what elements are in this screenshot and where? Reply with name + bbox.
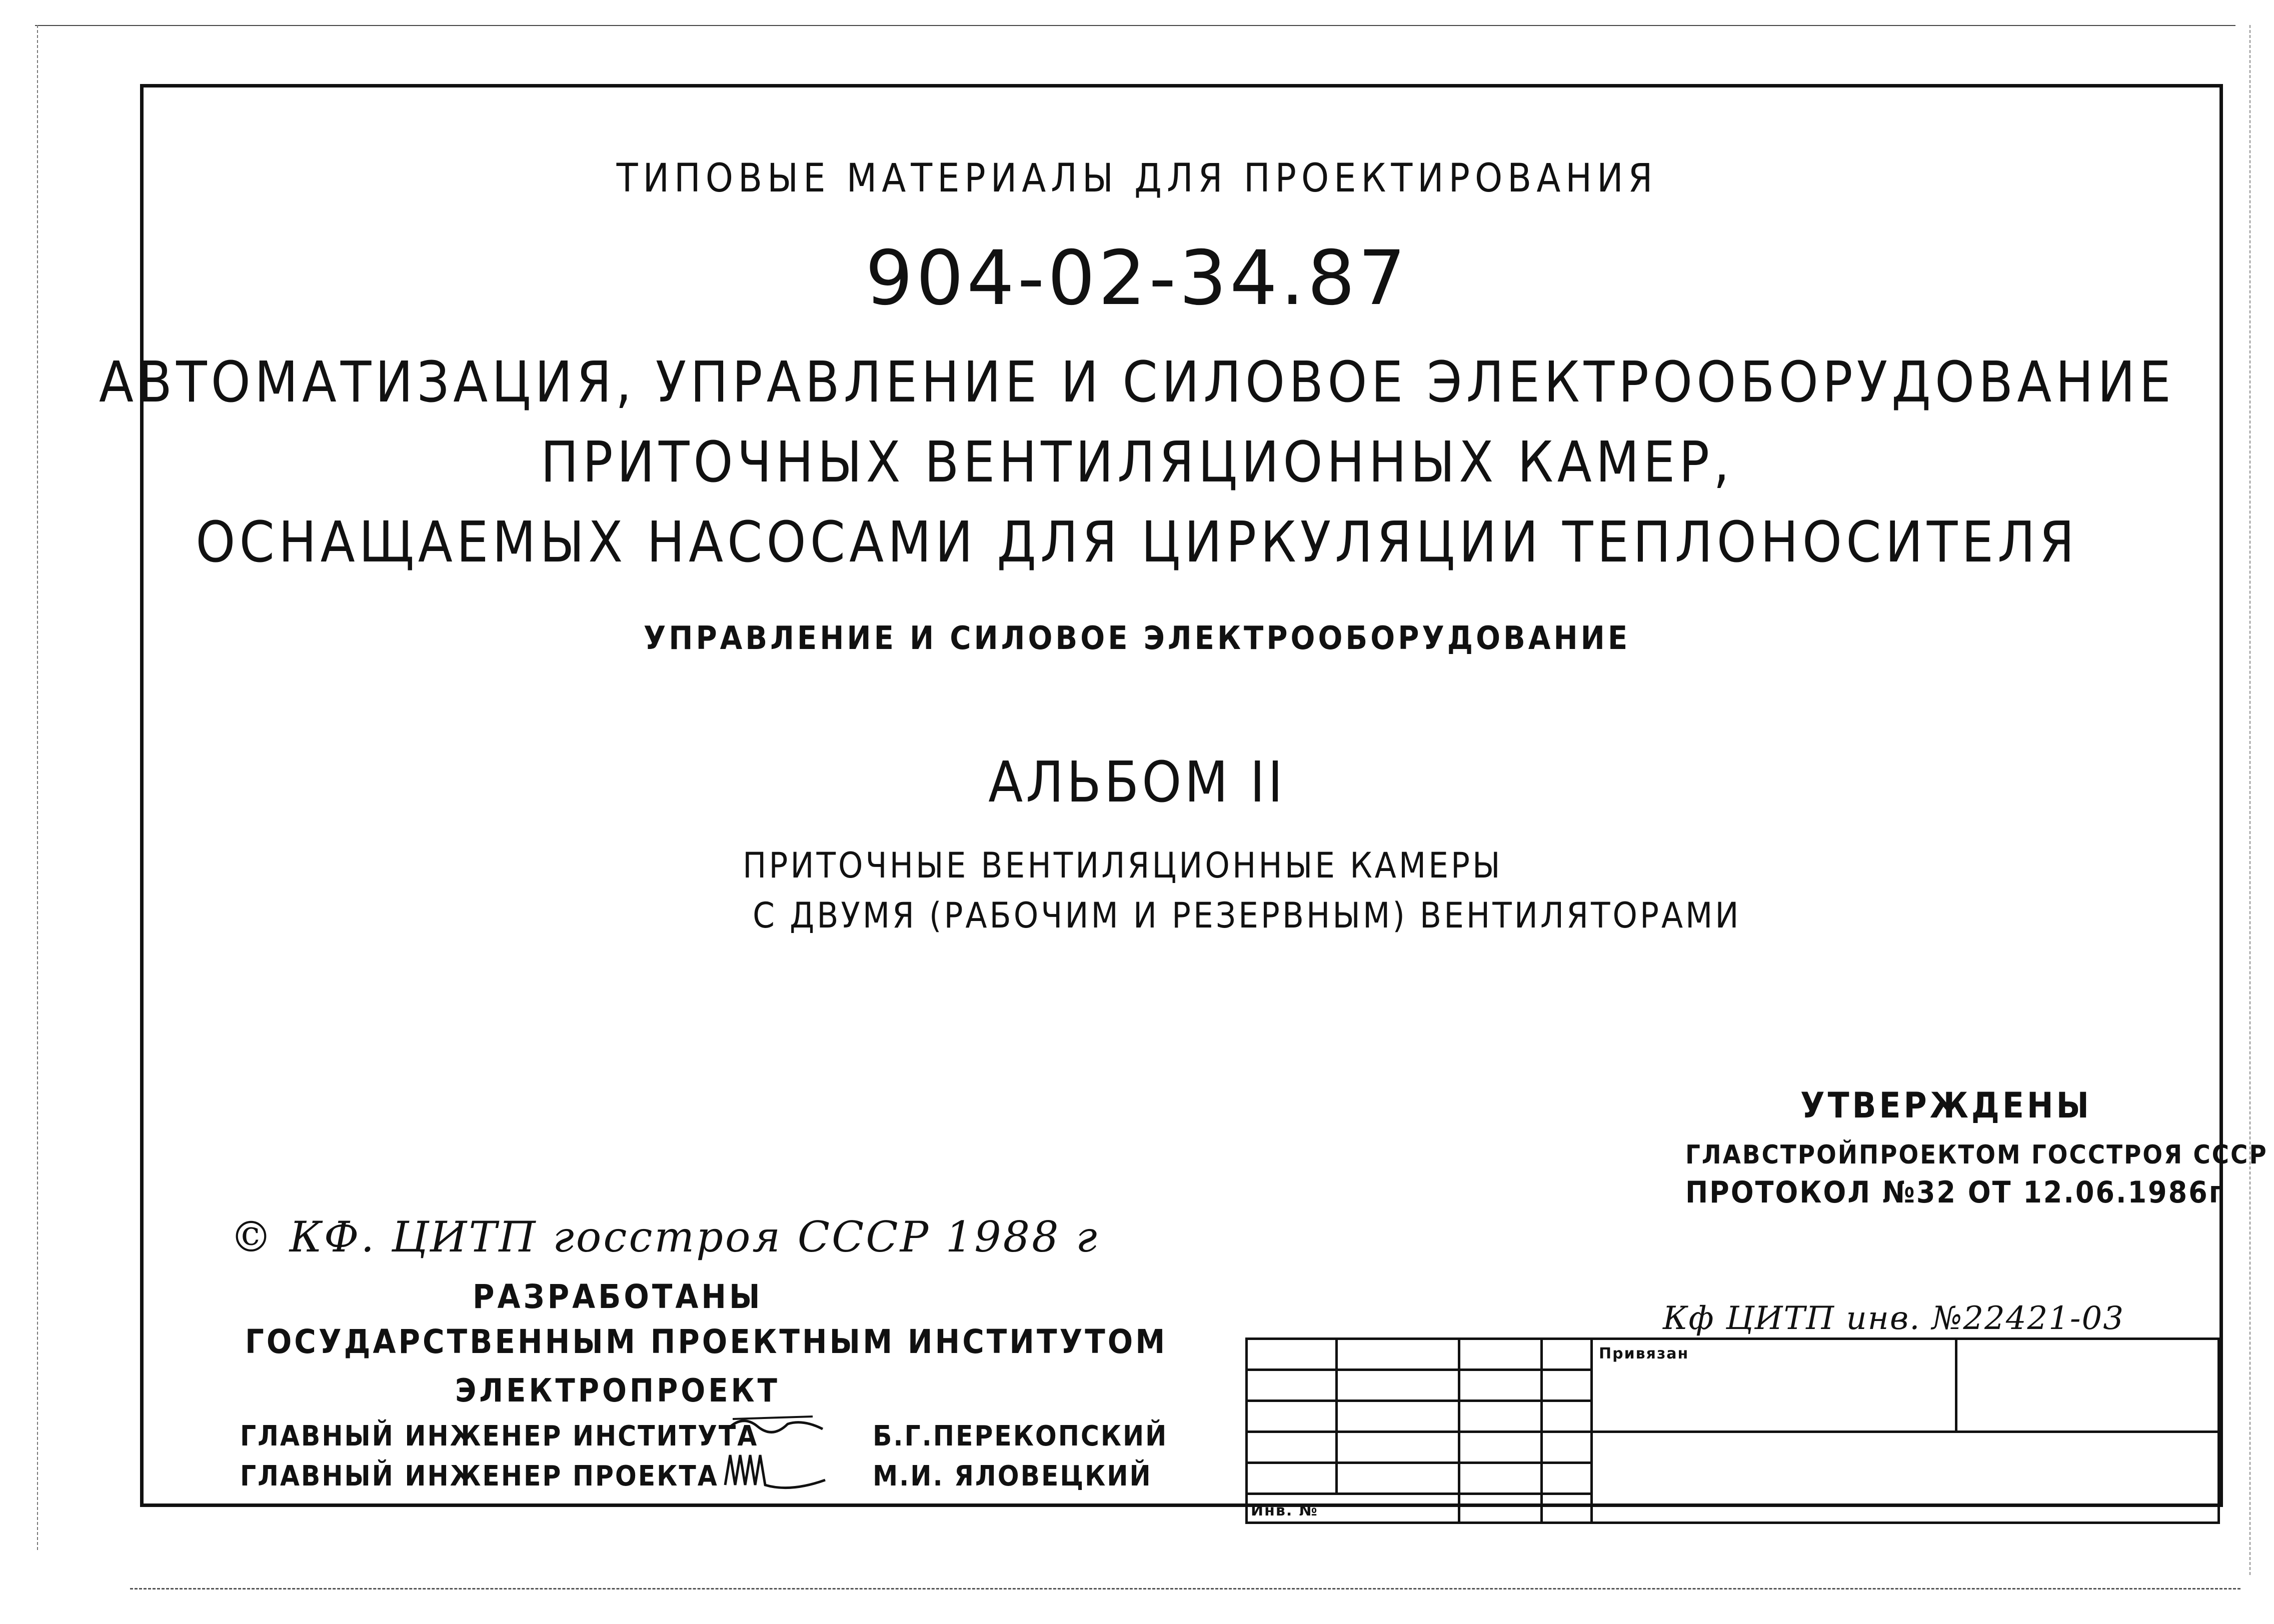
stamp-cell bbox=[1542, 1432, 1592, 1463]
signatory-role-2: ГЛАВНЫЙ ИНЖЕНЕР ПРОЕКТА bbox=[240, 1460, 719, 1492]
developed-title: РАЗРАБОТАНЫ bbox=[473, 1278, 763, 1316]
stamp-cell bbox=[1247, 1463, 1337, 1494]
stamp-cell bbox=[1337, 1432, 1459, 1463]
stamp-cell bbox=[1542, 1494, 1592, 1523]
stamp-cell bbox=[1247, 1370, 1337, 1401]
stamp-cell bbox=[1459, 1401, 1542, 1432]
description-line-1: ПРИТОЧНЫЕ ВЕНТИЛЯЦИОННЫЕ КАМЕРЫ bbox=[743, 845, 1503, 886]
stamp-cell bbox=[1459, 1370, 1542, 1401]
stamp-cell bbox=[1542, 1370, 1592, 1401]
stamp-cell bbox=[1337, 1370, 1459, 1401]
stamp-table bbox=[1245, 1338, 2220, 1524]
stamp-inv-cell bbox=[1247, 1494, 1459, 1523]
stamp-bound-label: Привязан bbox=[1599, 1345, 1689, 1362]
signature-2 bbox=[715, 1445, 835, 1507]
stamp-cell bbox=[1459, 1463, 1542, 1494]
document-code: 904-02-34.87 bbox=[865, 235, 1409, 322]
title-line-2: ПРИТОЧНЫХ ВЕНТИЛЯЦИОННЫХ КАМЕР, bbox=[540, 430, 1734, 495]
stamp-cell bbox=[1459, 1432, 1542, 1463]
inventory-number: Кф ЦИТП инв. №22421-03 bbox=[1663, 1300, 2124, 1337]
outer-border-bottom bbox=[130, 1588, 2240, 1590]
approved-by: ГЛАВСТРОЙПРОЕКТОМ ГОССТРОЯ СССР bbox=[1685, 1140, 2268, 1170]
stamp-cell bbox=[1247, 1339, 1337, 1370]
album-number: АЛЬБОМ II bbox=[988, 750, 1286, 815]
stamp-cell bbox=[1337, 1339, 1459, 1370]
title-line-3: ОСНАЩАЕМЫХ НАСОСАМИ ДЛЯ ЦИРКУЛЯЦИИ ТЕПЛОНОСИТЕЛЯ bbox=[196, 510, 2078, 575]
subtitle: УПРАВЛЕНИЕ И СИЛОВОЕ ЭЛЕКТРООБОРУДОВАНИЕ bbox=[643, 620, 1631, 657]
stamp-cell bbox=[1542, 1463, 1592, 1494]
signatory-name-1: Б.Г.ПЕРЕКОПСКИЙ bbox=[873, 1420, 1168, 1452]
stamp-cell bbox=[1337, 1401, 1459, 1432]
stamp-cell bbox=[1592, 1432, 2219, 1523]
outer-border-top bbox=[35, 25, 2235, 26]
stamp-cell bbox=[1956, 1339, 2219, 1432]
description-line-2: С ДВУМЯ (РАБОЧИМ И РЕЗЕРВНЫМ) ВЕНТИЛЯТОРАМИ bbox=[753, 895, 1741, 936]
developer-name: ЭЛЕКТРОПРОЕКТ bbox=[455, 1372, 780, 1410]
stamp-cell bbox=[1459, 1494, 1542, 1523]
series-heading: ТИПОВЫЕ МАТЕРИАЛЫ ДЛЯ ПРОЕКТИРОВАНИЯ bbox=[616, 156, 1658, 201]
title-line-1: АВТОМАТИЗАЦИЯ, УПРАВЛЕНИЕ И СИЛОВОЕ ЭЛЕКТРООБОРУДОВАНИЕ bbox=[99, 350, 2175, 415]
stamp-cell bbox=[1247, 1401, 1337, 1432]
copyright-note: © КФ. ЦИТП госстроя СССР 1988 г bbox=[230, 1212, 1099, 1262]
stamp-inv-label: Инв. № bbox=[1251, 1502, 1318, 1520]
signatory-role-1: ГЛАВНЫЙ ИНЖЕНЕР ИНСТИТУТА bbox=[240, 1420, 759, 1452]
stamp-cell bbox=[1337, 1463, 1459, 1494]
stamp-cell bbox=[1542, 1401, 1592, 1432]
stamp-cell bbox=[1542, 1339, 1592, 1370]
approval-protocol: ПРОТОКОЛ №32 ОТ 12.06.1986г bbox=[1685, 1175, 2224, 1210]
stamp-cell bbox=[1247, 1432, 1337, 1463]
developer-organization: ГОСУДАРСТВЕННЫМ ПРОЕКТНЫМ ИНСТИТУТОМ bbox=[245, 1322, 1168, 1361]
approved-title: УТВЕРЖДЕНЫ bbox=[1800, 1085, 2092, 1126]
stamp-bound-cell bbox=[1592, 1339, 1956, 1432]
signatory-name-2: М.И. ЯЛОВЕЦКИЙ bbox=[873, 1460, 1152, 1492]
stamp-cell bbox=[1459, 1339, 1542, 1370]
